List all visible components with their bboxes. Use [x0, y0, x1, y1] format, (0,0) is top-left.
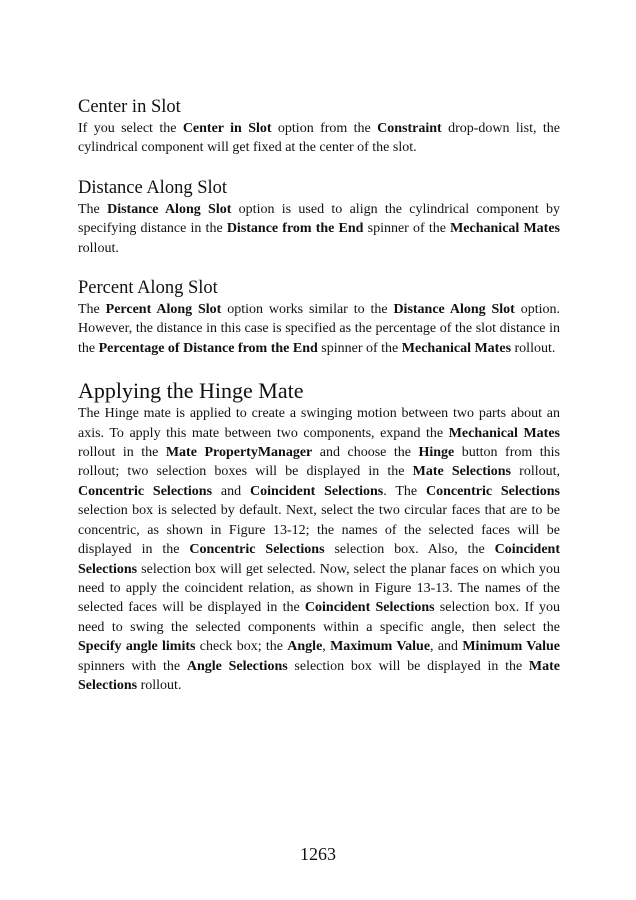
bold-term: Mate Selections	[78, 658, 561, 693]
bold-term: Hinge	[418, 445, 455, 461]
bold-term: Mechanical Mates	[401, 340, 512, 356]
bold-term: Mate Selections	[412, 464, 511, 480]
bold-term: Constraint	[377, 121, 442, 136]
bold-term: Center in Slot	[182, 121, 272, 136]
bold-term: Specify angle limits	[78, 639, 196, 655]
bold-term: Mechanical Mates	[448, 425, 560, 441]
bold-term: Distance from the End	[226, 221, 364, 237]
bold-term: Mechanical Mates	[450, 221, 560, 237]
bold-term: Concentric Selections	[189, 542, 325, 558]
bold-term: Distance Along Slot	[107, 201, 232, 217]
section-heading-percent-along-slot: Percent Along Slot	[78, 278, 218, 299]
bold-term: Percent Along Slot	[105, 302, 222, 318]
bold-term: Coincident Selections	[304, 600, 435, 616]
bold-term: Angle	[287, 639, 323, 655]
section-heading-center-in-slot: Center in Slot	[78, 97, 181, 117]
section-heading-distance-along-slot: Distance Along Slot	[78, 177, 228, 198]
bold-term: Maximum Value	[330, 639, 431, 655]
bold-term: Minimum Value	[462, 639, 560, 655]
paragraph-percent-along-slot: The Percent Along Slot option works similar to the Distance Along Slot option. However, the distance in this case is specified as the percentage of the slot distance in the Percentage of Distance from the End spinner of the Mechanical Mates rollout.	[78, 302, 561, 356]
paragraph-distance-along-slot: The Distance Along Slot option is used to align the cylindrical component by specifying distance in the Distance from the End spinner of the Mechanical Mates rollout.	[78, 201, 560, 256]
bold-term: Coincident Selections	[78, 542, 560, 577]
bold-term: Distance Along Slot	[393, 302, 515, 318]
bold-term: Coincident Selections	[249, 483, 384, 499]
bold-term: Concentric Selections	[425, 483, 560, 499]
page-content	[78, 96, 560, 695]
page-number: 1263	[300, 844, 336, 864]
paragraph-applying-hinge-mate: The Hinge mate is applied to create a swinging motion between two parts about an axis. To apply this mate between two components, expand the Mechanical Mates rollout in the Mate PropertyManager and choose the Hinge button from this rollout; two selection boxes will be displayed in the Mate Selections rollout, Concentric Selections and Coincident Selections. The Concentric Selections selection box is selected by default. Next, select the two circular faces that are to be concentric, as shown in Figure 13-12; the names of the selected faces will be displayed in the Concentric Selections selection box. Also, the Coincident Selections selection box will get selected. Now, select the planar faces on which you need to apply the coincident relation, as shown in Figure 13-13. The names of the selected faces will be displayed in the Coincident Selections selection box. If you need to swing the selected components within a specific angle, then select the Specify angle limits check box; the Angle, Maximum Value, and Minimum Value spinners with the Angle Selections selection box will be displayed in the Mate Selections rollout.	[78, 406, 561, 693]
paragraph-center-in-slot: If you select the Center in Slot option from the Constraint drop-down list, the cylindrical component will get fixed at the center of the slot.	[78, 121, 560, 156]
bold-term: Percentage of Distance from the End	[98, 340, 318, 356]
bold-term: Mate PropertyManager	[165, 445, 313, 461]
bold-term: Concentric Selections	[78, 483, 213, 499]
bold-term: Angle Selections	[186, 658, 288, 674]
section-heading-applying-hinge-mate: Applying the Hinge Mate	[78, 378, 304, 404]
